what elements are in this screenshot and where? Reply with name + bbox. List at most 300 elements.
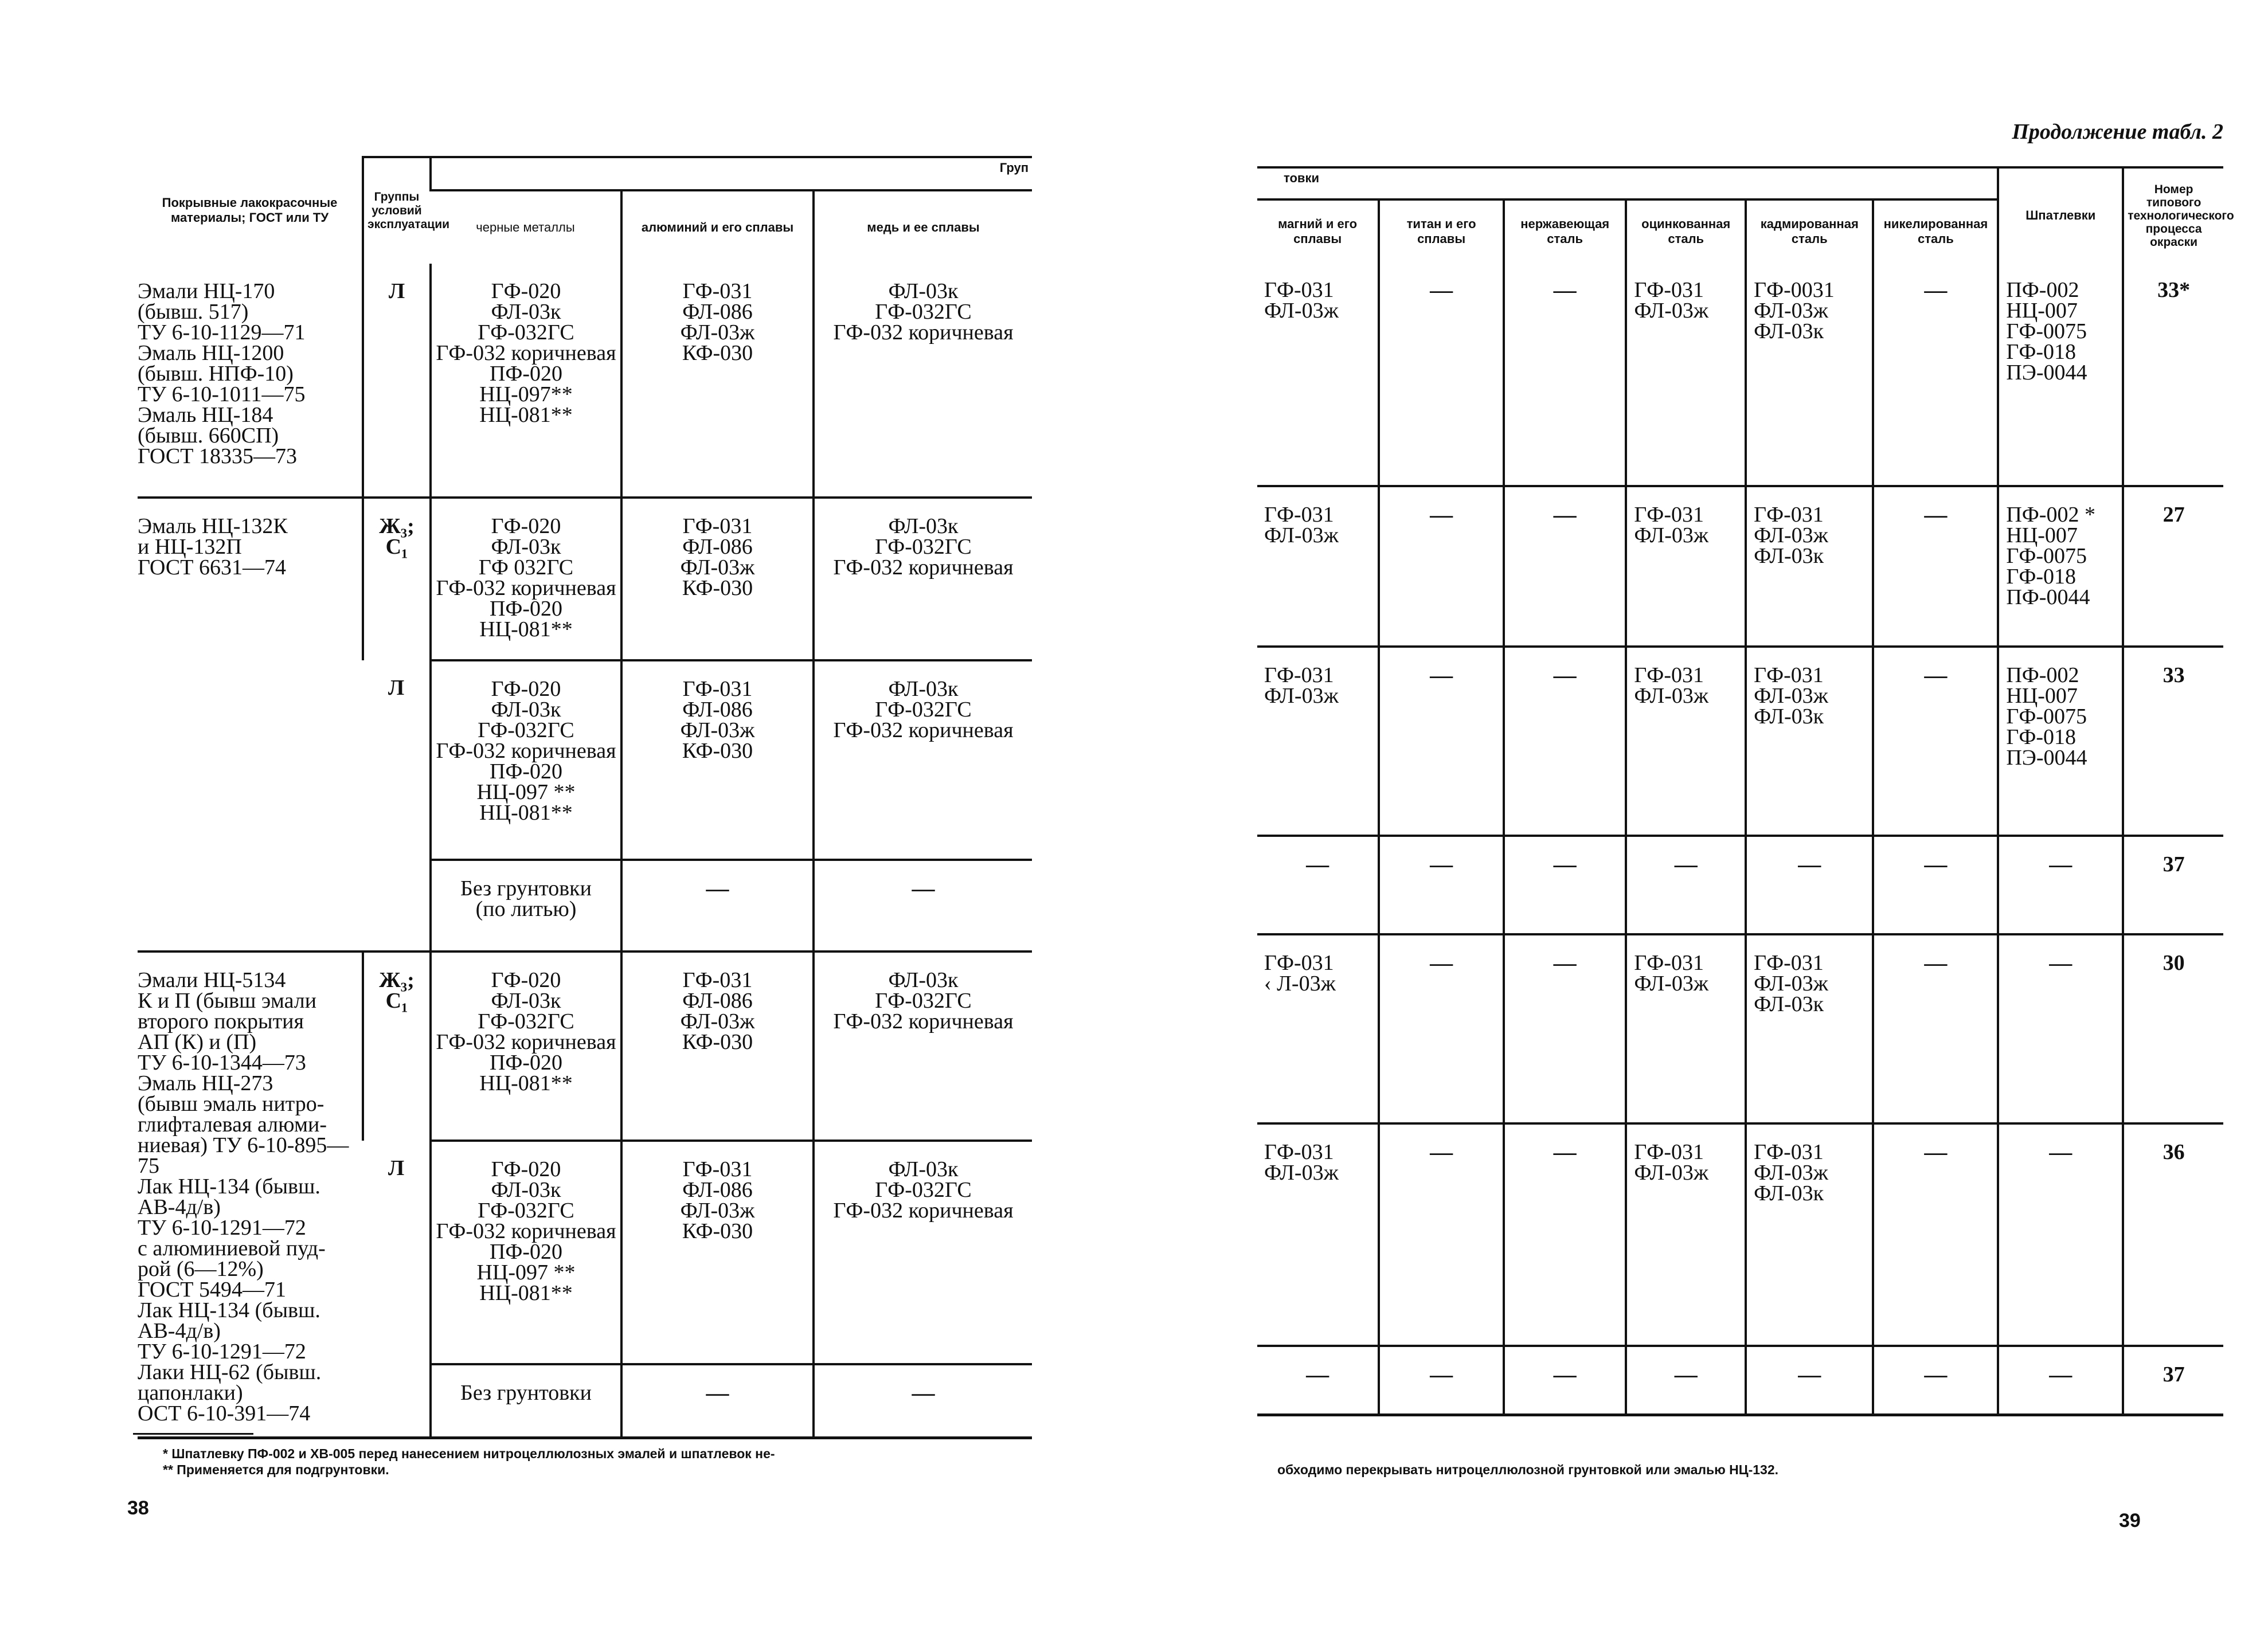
cell-line: ‹ Л-03ж	[1264, 972, 1336, 996]
titanium-cell	[1379, 486, 1504, 647]
cell-line: АВ-4д/в)	[138, 1319, 221, 1343]
copper-cell	[814, 660, 1032, 860]
aluminum-cell	[621, 1141, 814, 1364]
footnote-continuation: обходимо перекрывать нитроцеллюлозной грунтовкой или эмалью НЦ-132.	[1277, 1462, 1778, 1477]
header-groups: Группы условий эксплуатации	[363, 157, 431, 264]
cell-line: ТУ 6-10-1291—72	[138, 1216, 306, 1240]
cell-line: ТУ 6-10-1129—71	[138, 320, 306, 344]
cell-line: ПФ-020	[489, 597, 563, 621]
page-number-right: 39	[2119, 1510, 2141, 1532]
nickel-cell	[1873, 1123, 1998, 1346]
cell-line: ГФ-031	[1264, 503, 1334, 527]
cell-line: КФ-030	[682, 1219, 753, 1243]
process-number: 33*	[2157, 278, 2191, 302]
process-number: 37	[2163, 852, 2185, 876]
cell-line: НЦ-097 **	[476, 1260, 576, 1285]
header-magnesium: магний и его сплавы	[1257, 199, 1379, 263]
group-cell	[363, 860, 431, 951]
process-number: 37	[2163, 1362, 2185, 1387]
cell-line: ФЛ-03к	[491, 989, 561, 1013]
cell-line: ФЛ-03к	[491, 1178, 561, 1202]
cell-line: ФЛ-086	[682, 1178, 753, 1202]
cell-line: ФЛ-03ж	[1754, 684, 1828, 708]
table-row	[1257, 486, 2223, 647]
cell-line: Без грунтовки	[460, 876, 592, 900]
table-row	[1257, 934, 2223, 1123]
cell-line: ФЛ-03к	[1754, 1181, 1824, 1205]
galvanized-cell	[1626, 263, 1746, 486]
cell-line: с алюминиевой пуд-	[138, 1236, 326, 1260]
cell-line: КФ-030	[682, 739, 753, 763]
footnote-rule	[133, 1433, 253, 1435]
process-cell	[2123, 836, 2223, 934]
page-number-left: 38	[127, 1497, 149, 1519]
cell-line: ФЛ-03к	[1754, 992, 1824, 1016]
cell-line: —	[706, 875, 729, 901]
cell-line: —	[706, 1380, 729, 1405]
cell-line: —	[2049, 950, 2073, 976]
footnote-1: * Шпатлевку ПФ-002 и ХВ-005 перед нанесением нитроцеллюлозных эмалей и шпатлевок не-	[163, 1446, 775, 1461]
cell-line: ФЛ-03к	[491, 698, 561, 722]
magnesium-cell	[1257, 486, 1379, 647]
copper-cell	[814, 264, 1032, 498]
cell-line: ФЛ-03ж	[1264, 299, 1339, 323]
header-cadmium: кадмированная сталь	[1746, 199, 1873, 263]
cell-line: —	[1430, 1361, 1453, 1387]
cadmium-cell	[1746, 647, 1873, 836]
cell-line: ГФ-018	[2006, 565, 2076, 589]
cell-line: ПФ-020	[489, 1051, 563, 1075]
cell-line: ПФ-020	[489, 362, 563, 386]
cell-line: ГФ-031	[1754, 1140, 1824, 1164]
cell-line: (бывш. 517)	[138, 300, 249, 324]
process-number: 36	[2163, 1140, 2185, 1164]
cell-line: ФЛ-03к	[1754, 544, 1824, 568]
header-nickel: никелированная сталь	[1873, 199, 1998, 263]
nickel-cell	[1873, 836, 1998, 934]
cell-line: ГФ-0075	[2006, 704, 2087, 729]
cell-line: —	[2049, 1139, 2073, 1165]
footnote-2: ** Применяется для подгрунтовки.	[163, 1462, 389, 1477]
magnesium-cell	[1257, 1346, 1379, 1415]
cell-line: ФЛ-03к	[491, 535, 561, 559]
putty-cell	[1998, 1346, 2123, 1415]
continuation-label: Продолжение табл. 2	[2012, 120, 2223, 144]
titanium-cell	[1379, 647, 1504, 836]
cell-line: ПФ-0044	[2006, 585, 2090, 609]
nickel-cell	[1873, 263, 1998, 486]
cell-line: ПЭ-0044	[2006, 361, 2087, 385]
group-label: Л	[388, 279, 405, 303]
cell-line: второго покрытия	[138, 1009, 304, 1033]
copper-cell	[814, 1141, 1032, 1364]
cell-line: ниевая) ТУ 6-10-895—	[138, 1133, 349, 1157]
cell-line: ГФ-018	[2006, 725, 2076, 749]
aluminum-cell	[621, 860, 814, 951]
cell-line: ПФ-002	[2006, 278, 2079, 302]
header-putty: Шпатлевки	[1998, 167, 2123, 263]
header-titanium: титан и его сплавы	[1379, 199, 1504, 263]
group-label: Л	[388, 1156, 405, 1180]
putty-cell	[1998, 263, 2123, 486]
cell-line: ПФ-002 *	[2006, 503, 2095, 527]
cell-line: —	[1674, 1361, 1698, 1387]
cell-line: —	[1553, 1139, 1577, 1165]
cell-line: НЦ-081**	[479, 1281, 573, 1305]
cell-line: ГФ-0031	[1754, 278, 1835, 302]
header-ferrous: черные металлы	[431, 190, 621, 264]
cell-line: —	[2049, 851, 2073, 877]
cell-line: —	[1430, 1139, 1453, 1165]
cell-line: ГФ-032 коричневая	[436, 576, 616, 600]
cadmium-cell	[1746, 1123, 1873, 1346]
cell-line: ГФ-031	[1634, 951, 1704, 975]
cell-line: ГФ-032ГС	[875, 698, 972, 722]
cell-line: АВ-4д/в)	[138, 1195, 221, 1219]
cell-line: ГФ-032 коричневая	[436, 341, 616, 365]
cell-line: ГОСТ 18335—73	[138, 444, 297, 468]
cell-line: ПФ-020	[489, 1240, 563, 1264]
cell-line: Лаки НЦ-62 (бывш.	[138, 1360, 322, 1384]
table-row	[1257, 263, 2223, 486]
cell-line: ФЛ-03к	[888, 1157, 959, 1181]
cell-line: ГФ-031	[1754, 503, 1824, 527]
cell-line: ФЛ-03к	[888, 968, 959, 992]
cell-line: ФЛ-086	[682, 989, 753, 1013]
galvanized-cell	[1626, 836, 1746, 934]
process-cell	[2123, 1346, 2223, 1415]
left-table	[138, 156, 1032, 1439]
cell-line: НЦ-081**	[479, 1071, 573, 1095]
cell-line: КФ-030	[682, 1030, 753, 1054]
cell-line: ПЭ-0044	[2006, 746, 2087, 770]
cell-line: Лак НЦ-134 (бывш.	[138, 1174, 320, 1199]
cell-line: Эмали НЦ-5134	[138, 968, 286, 992]
ferrous-cell	[431, 498, 621, 660]
cell-line: (бывш. 660СП)	[138, 424, 279, 448]
cell-line: ГФ-031	[682, 968, 753, 992]
cell-line: ФЛ-086	[682, 300, 753, 324]
galvanized-cell	[1626, 1346, 1746, 1415]
cell-line: ГФ-031	[1754, 663, 1824, 687]
header-primer-group-right: товки	[1257, 167, 1998, 199]
cell-line: —	[1553, 851, 1577, 877]
process-number: 33	[2163, 663, 2185, 687]
group-cell	[363, 660, 431, 860]
cadmium-cell	[1746, 836, 1873, 934]
cell-line: ФЛ-03ж	[1634, 1161, 1709, 1185]
process-cell	[2123, 486, 2223, 647]
group-cell	[363, 1141, 431, 1364]
cell-line: —	[1798, 1361, 1821, 1387]
cell-line: ФЛ-086	[682, 698, 753, 722]
ferrous-cell	[431, 951, 621, 1141]
galvanized-cell	[1626, 647, 1746, 836]
cell-line: ФЛ-03ж	[1264, 684, 1339, 708]
ferrous-cell	[431, 264, 621, 498]
cell-line: ФЛ-03ж	[1634, 972, 1709, 996]
copper-cell	[814, 1364, 1032, 1438]
ferrous-cell	[431, 860, 621, 951]
cell-line: ГФ-032 коричневая	[833, 320, 1014, 344]
process-cell	[2123, 934, 2223, 1123]
right-table	[1257, 166, 2234, 1416]
cell-line: ГФ-032 коричневая	[436, 1219, 616, 1243]
ferrous-cell	[431, 1364, 621, 1438]
cell-line: НЦ-097**	[479, 382, 573, 406]
cell-line: ГФ-031	[682, 677, 753, 701]
cell-line: ГФ-032ГС	[478, 718, 574, 742]
cell-line: НЦ-081**	[479, 617, 573, 641]
cadmium-cell	[1746, 263, 1873, 486]
process-cell	[2123, 263, 2223, 486]
cadmium-cell	[1746, 934, 1873, 1123]
cell-line: КФ-030	[682, 341, 753, 365]
cell-line: ГФ-020	[491, 279, 561, 303]
header-primer-group: Груп	[431, 157, 1032, 190]
cell-line: —	[1553, 1361, 1577, 1387]
cell-line: —	[1924, 662, 1948, 688]
cell-line: ФЛ-03ж	[1264, 1161, 1339, 1185]
cadmium-cell	[1746, 1346, 1873, 1415]
cell-line: ГФ-018	[2006, 340, 2076, 364]
stainless-cell	[1504, 1123, 1626, 1346]
cell-line: ФЛ-03ж	[680, 1009, 755, 1033]
nickel-cell	[1873, 647, 1998, 836]
cell-line: —	[1798, 851, 1821, 877]
cell-line: ГФ-032 коричневая	[833, 1199, 1014, 1223]
cell-line: рой (6—12%)	[138, 1257, 264, 1281]
cell-line: ФЛ-03ж	[1754, 972, 1828, 996]
cell-line: ГОСТ 6631—74	[138, 555, 286, 579]
stainless-cell	[1504, 486, 1626, 647]
table-row	[1257, 836, 2223, 934]
cell-line: НЦ-097 **	[476, 780, 576, 804]
cell-line: ГФ-020	[491, 677, 561, 701]
aluminum-cell	[621, 264, 814, 498]
cell-line: —	[1924, 1139, 1948, 1165]
aluminum-cell	[621, 498, 814, 660]
cell-line: ГФ-032ГС	[478, 1199, 574, 1223]
cell-line: (бывш эмаль нитро-	[138, 1092, 324, 1116]
cell-line: ГФ-020	[491, 968, 561, 992]
cell-line: ФЛ-03к	[1754, 704, 1824, 729]
titanium-cell	[1379, 1123, 1504, 1346]
cell-line: ГФ-031	[1264, 1140, 1334, 1164]
cell-line: ФЛ-03к	[888, 677, 959, 701]
copper-cell	[814, 498, 1032, 660]
table-row	[1257, 1123, 2223, 1346]
cell-line: ГФ-031	[1264, 951, 1334, 975]
stainless-cell	[1504, 263, 1626, 486]
cell-line: —	[1924, 277, 1948, 303]
cell-line: —	[1430, 851, 1453, 877]
magnesium-cell	[1257, 934, 1379, 1123]
cell-line: —	[1553, 950, 1577, 976]
cell-line: (по литью)	[475, 897, 577, 921]
cell-line: ФЛ-03ж	[680, 320, 755, 344]
cell-line: ГФ-020	[491, 1157, 561, 1181]
cell-line: ГФ-031	[682, 514, 753, 538]
cell-line: ФЛ-03ж	[1754, 1161, 1828, 1185]
cell-line: ГФ-031	[1634, 1140, 1704, 1164]
cell-line: ГФ-032ГС	[478, 1009, 574, 1033]
titanium-cell	[1379, 836, 1504, 934]
cell-line: ФЛ-03ж	[1754, 523, 1828, 547]
galvanized-cell	[1626, 1123, 1746, 1346]
header-copper: медь и ее сплавы	[814, 190, 1032, 264]
nickel-cell	[1873, 486, 1998, 647]
copper-cell	[814, 860, 1032, 951]
cell-line: ПФ-020	[489, 759, 563, 784]
galvanized-cell	[1626, 486, 1746, 647]
cell-line: —	[1430, 950, 1453, 976]
cell-line: Эмаль НЦ-273	[138, 1071, 273, 1095]
cell-line: —	[1924, 950, 1948, 976]
cell-line: ОСТ 6-10-391—74	[138, 1401, 311, 1426]
cell-line: ГФ-032 коричневая	[436, 1030, 616, 1054]
cell-line: ГФ-032 коричневая	[833, 555, 1014, 579]
cell-line: ГОСТ 5494—71	[138, 1278, 286, 1302]
cell-line: НЦ-007	[2006, 684, 2078, 708]
cell-line: К и П (бывш эмали	[138, 989, 317, 1013]
group-label: Ж₃; С₁	[379, 968, 415, 1013]
table-row	[1257, 647, 2223, 836]
cell-line: ГФ-031	[1754, 951, 1824, 975]
titanium-cell	[1379, 263, 1504, 486]
putty-cell	[1998, 836, 2123, 934]
cell-line: ГФ-031	[1634, 278, 1704, 302]
cell-line: ФЛ-03к	[888, 279, 959, 303]
cell-line: —	[1553, 277, 1577, 303]
group-cell	[363, 498, 431, 660]
cadmium-cell	[1746, 486, 1873, 647]
cell-line: —	[2049, 1361, 2073, 1387]
cell-line: —	[1553, 662, 1577, 688]
cell-line: —	[1430, 277, 1453, 303]
cell-line: ФЛ-03к	[491, 300, 561, 324]
cell-line: ПФ-002	[2006, 663, 2079, 687]
cell-line: Эмаль НЦ-1200	[138, 341, 284, 365]
cell-line: ГФ-032ГС	[478, 320, 574, 344]
cell-line: —	[1924, 502, 1948, 527]
cell-line: 75	[138, 1154, 159, 1178]
header-stainless: нержавеющая сталь	[1504, 199, 1626, 263]
cell-line: —	[1674, 851, 1698, 877]
ferrous-cell	[431, 660, 621, 860]
nickel-cell	[1873, 1346, 1998, 1415]
cell-line: ГФ-032ГС	[875, 989, 972, 1013]
putty-cell	[1998, 647, 2123, 836]
cell-line: ГФ-031	[682, 1157, 753, 1181]
cell-line: ФЛ-03ж	[680, 555, 755, 579]
cell-line: ГФ-032ГС	[875, 535, 972, 559]
process-number: 27	[2163, 503, 2185, 527]
cell-line: —	[1924, 851, 1948, 877]
nickel-cell	[1873, 934, 1998, 1123]
magnesium-cell	[1257, 647, 1379, 836]
cell-line: НЦ-007	[2006, 523, 2078, 547]
cell-line: ГФ-032 коричневая	[436, 739, 616, 763]
cell-line: ФЛ-03к	[1754, 319, 1824, 343]
cell-line: ФЛ-03ж	[1264, 523, 1339, 547]
titanium-cell	[1379, 1346, 1504, 1415]
cell-line: —	[912, 1380, 935, 1405]
header-process: Номер типового технологического процесса окраски	[2123, 167, 2223, 263]
cell-line: Эмали НЦ-170	[138, 279, 275, 303]
cell-line: ГФ-031	[1264, 663, 1334, 687]
cell-line: ФЛ-03ж	[1634, 684, 1709, 708]
cell-line: ФЛ-03к	[888, 514, 959, 538]
stainless-cell	[1504, 647, 1626, 836]
cell-line: цапонлаки)	[138, 1381, 243, 1405]
magnesium-cell	[1257, 263, 1379, 486]
material-cell	[138, 951, 363, 1438]
material-cell	[138, 264, 363, 498]
group-cell	[363, 1364, 431, 1438]
copper-cell	[814, 951, 1032, 1141]
putty-cell	[1998, 486, 2123, 647]
cell-line: и НЦ-132П	[138, 535, 242, 559]
cell-line: ГФ-032ГС	[875, 1178, 972, 1202]
table-row	[138, 951, 1032, 1141]
cell-line: —	[1924, 1361, 1948, 1387]
table-row	[138, 264, 1032, 498]
right-page	[1134, 0, 2268, 1625]
cell-line: АП (К) и (П)	[138, 1030, 257, 1054]
cell-line: КФ-030	[682, 576, 753, 600]
cell-line: ГФ-031	[1264, 278, 1334, 302]
cell-line: ФЛ-03ж	[1634, 523, 1709, 547]
cell-line: ФЛ-086	[682, 535, 753, 559]
process-cell	[2123, 647, 2223, 836]
process-number: 30	[2163, 951, 2185, 975]
cell-line: НЦ-081**	[479, 801, 573, 825]
cell-line: ТУ 6-10-1011—75	[138, 382, 306, 406]
group-label: Ж₃; С₁	[379, 514, 415, 559]
cell-line: (бывш. НПФ-10)	[138, 362, 294, 386]
cell-line: Эмаль НЦ-184	[138, 403, 273, 427]
cell-line: ТУ 6-10-1344—73	[138, 1051, 306, 1075]
cell-line: ГФ-020	[491, 514, 561, 538]
cell-line: ГФ-032ГС	[875, 300, 972, 324]
putty-cell	[1998, 934, 2123, 1123]
magnesium-cell	[1257, 836, 1379, 934]
aluminum-cell	[621, 660, 814, 860]
cell-line: ФЛ-03ж	[1634, 299, 1709, 323]
process-cell	[2123, 1123, 2223, 1346]
stainless-cell	[1504, 836, 1626, 934]
table-row	[138, 498, 1032, 660]
cell-line: ФЛ-03ж	[680, 718, 755, 742]
stainless-cell	[1504, 1346, 1626, 1415]
aluminum-cell	[621, 1364, 814, 1438]
cell-line: Без грунтовки	[460, 1381, 592, 1405]
header-materials: Покрывные лакокрасочные материалы; ГОСТ или ТУ	[162, 195, 338, 225]
cell-line: ГФ 032ГС	[478, 555, 574, 579]
cell-line: ГФ-0075	[2006, 319, 2087, 343]
group-cell	[363, 951, 431, 1141]
cell-line: Лак НЦ-134 (бывш.	[138, 1298, 320, 1322]
cell-line: —	[1553, 502, 1577, 527]
cell-line: —	[1430, 502, 1453, 527]
cell-line: —	[912, 875, 935, 901]
cell-line: ФЛ-03ж	[680, 1199, 755, 1223]
cell-line: ГФ-0075	[2006, 544, 2087, 568]
table-row	[1257, 1346, 2223, 1415]
cell-line: НЦ-007	[2006, 299, 2078, 323]
header-aluminum: алюминий и его сплавы	[621, 190, 814, 264]
